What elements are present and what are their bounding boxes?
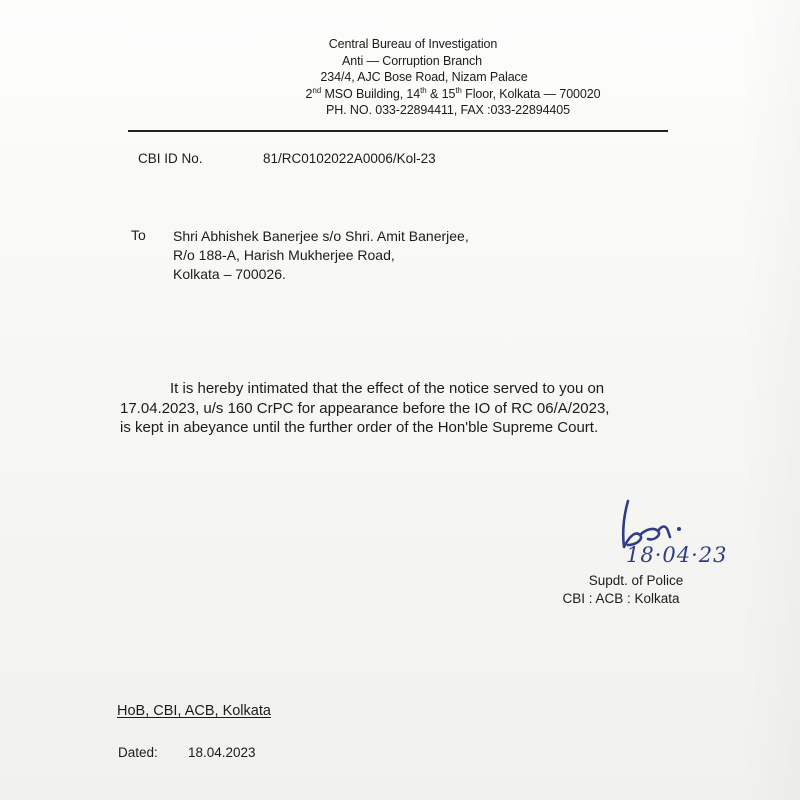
dated-value: 18.04.2023 bbox=[188, 745, 256, 760]
to-label: To bbox=[131, 227, 146, 243]
building-line: 2nd MSO Building, 14th & 15th Floor, Kolkata — 700020 bbox=[305, 85, 601, 101]
body-line: It is hereby intimated that the effect of the notice served to you on bbox=[170, 380, 605, 397]
cbi-id-value: 81/RC0102022A0006/Kol-23 bbox=[263, 151, 436, 166]
recipient-city: Kolkata – 700026. bbox=[173, 266, 286, 282]
body-line: is kept in abeyance until the further order of the Hon'ble Supreme Court. bbox=[120, 419, 599, 436]
signatory-title bbox=[551, 572, 691, 608]
address-line: 234/4, AJC Bose Road, Nizam Palace bbox=[320, 70, 528, 84]
recipient-name: Shri Abhishek Banerjee s/o Shri. Amit Banerjee, bbox=[173, 228, 469, 244]
copy-to: HoB, CBI, ACB, Kolkata bbox=[117, 703, 271, 719]
signatory-designation: Supdt. of Police bbox=[588, 573, 684, 588]
body-line: 17.04.2023, u/s 160 CrPC for appearance before the IO of RC 06/A/2023, bbox=[120, 399, 610, 417]
paper-shading bbox=[740, 0, 800, 800]
branch-name: Anti — Corruption Branch bbox=[341, 53, 483, 68]
dated-label: Dated: bbox=[118, 745, 158, 760]
notice-body bbox=[120, 379, 720, 438]
recipient-street: R/o 188-A, Harish Mukherjee Road, bbox=[173, 247, 395, 263]
org-name: Central Bureau of Investigation bbox=[328, 37, 498, 51]
header-divider bbox=[128, 130, 668, 132]
contact-line: PH. NO. 033-22894411, FAX :033-22894405 bbox=[326, 103, 570, 117]
handwritten-date: 18·04·23 bbox=[626, 543, 728, 567]
cbi-id-label: CBI ID No. bbox=[138, 151, 203, 166]
letterhead bbox=[0, 36, 800, 119]
signatory-office: CBI : ACB : Kolkata bbox=[562, 591, 680, 606]
recipient-address bbox=[173, 227, 469, 284]
